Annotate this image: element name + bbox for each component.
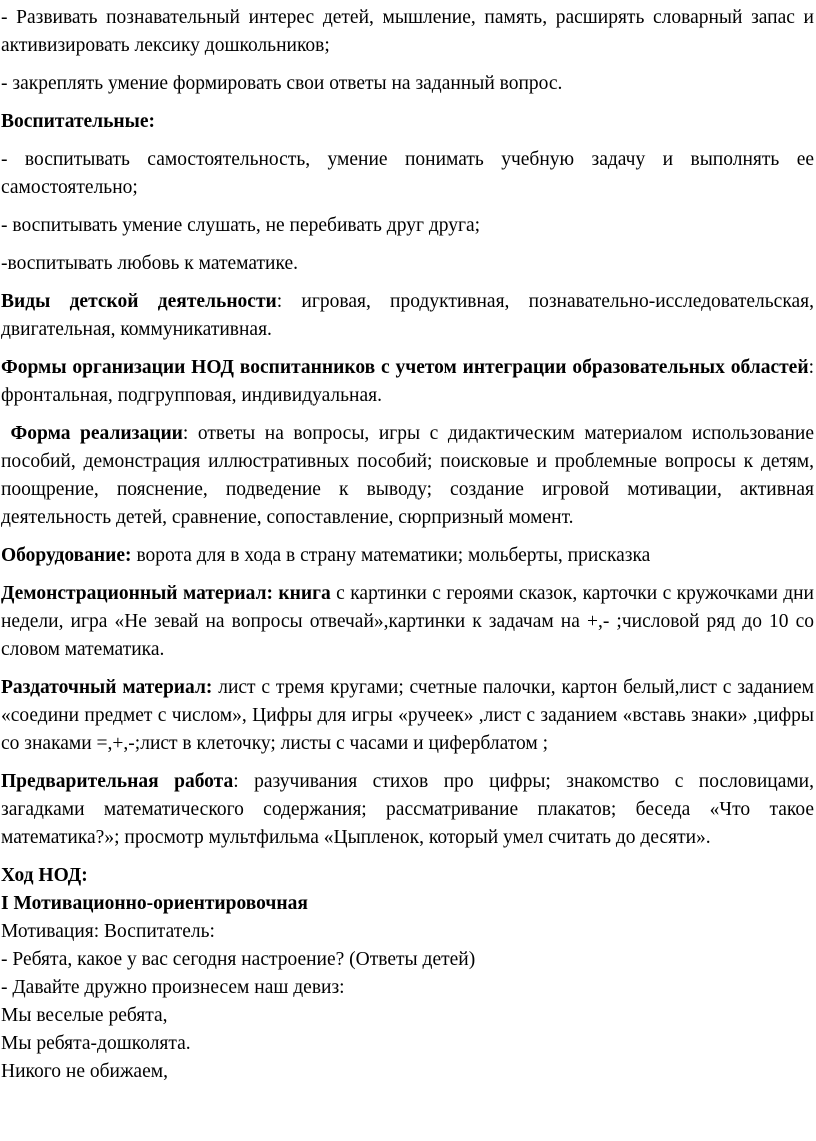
implementation-form-label: Форма реализации	[10, 423, 183, 444]
goal-cognitive: - Развивать познавательный интерес детей, мышление, память, расширять словарный запас и активизировать лексику дошкольников;	[1, 7, 814, 56]
equipment-label: Оборудование:	[1, 545, 132, 566]
heading-educational: Воспитательные:	[1, 111, 156, 132]
demo-material-text: с картинки с героями сказок, карточки с кружочками дни недели, игра «Не зевай на вопросы отвечай»,картинки к задачам на +,- ;числовой ряд до 10 со словом математика.	[1, 583, 814, 660]
goal-love-math: -воспитывать любовь к математике.	[1, 253, 299, 274]
equipment-text: ворота для в хода в страну математики; мольберты, присказка	[131, 545, 651, 566]
script-line-3: - Давайте дружно произнесем наш девиз:	[1, 977, 345, 998]
equipment	[0, 542, 816, 570]
preliminary-work-label: Предварительная работа	[1, 771, 234, 792]
demo-material-label: Демонстрационный материал: книга	[1, 583, 331, 604]
script-line-5: Мы ребята-дошколята.	[1, 1033, 191, 1054]
preliminary-work	[0, 768, 816, 852]
activity-types-label: Виды детской деятельности	[1, 291, 277, 312]
handout-material-text: лист с тремя кругами; счетные палочки, картон белый,лист с заданием «соедини предмет с числом», Цифры для игры «ручеек» ,лист с заданием «вставь знаки» ,цифры со знаками =,+,-;лист в клеточку; листы с часами и циферблатом ;	[1, 677, 814, 754]
goal-listening: - воспитывать умение слушать, не перебивать друг друга;	[1, 215, 481, 236]
heading-lesson-progress: Ход НОД:	[1, 865, 88, 886]
preliminary-work-text: : разучивания стихов про цифры; знакомство с пословицами, загадками математического содержания; рассматривание плакатов; беседа «Что такое математика?»; просмотр мультфильма «Цыпленок, который умел считать до десяти».	[1, 771, 814, 848]
handout-material-label: Раздаточный материал:	[1, 677, 213, 698]
organization-forms-label: Формы организации НОД воспитанников с учетом интеграции образовательных областей	[1, 357, 809, 378]
script-line-6: Никого не обижаем,	[1, 1061, 168, 1082]
heading-stage-1: I Мотивационно-ориентировочная	[1, 893, 308, 914]
script-line-1: Мотивация: Воспитатель:	[1, 921, 215, 942]
activity-types	[0, 288, 816, 344]
demo-material	[0, 580, 816, 664]
organization-forms-text: : фронтальная, подгрупповая, индивидуальная.	[1, 357, 814, 406]
script-line-2: - Ребята, какое у вас сегодня настроение? (Ответы детей)	[1, 949, 476, 970]
goal-independence: - воспитывать самостоятельность, умение понимать учебную задачу и выполнять ее самостоятельно;	[1, 149, 814, 198]
goal-answers: - закреплять умение формировать свои ответы на заданный вопрос.	[1, 73, 563, 94]
script-line-4: Мы веселые ребята,	[1, 1005, 168, 1026]
implementation-form-text: : ответы на вопросы, игры с дидактическим материалом использование пособий, демонстрация иллюстративных пособий; поисковые и проблемные вопросы к детям, поощрение, пояснение, подведение к выводу; создание игровой мотивации, активная деятельность детей, сравнение, сопоставление, сюрпризный момент.	[1, 423, 815, 528]
activity-types-text: : игровая, продуктивная, познавательно-исследовательская, двигательная, коммуникативная.	[1, 291, 814, 340]
handout-material	[0, 674, 816, 758]
organization-forms	[0, 354, 816, 410]
implementation-form	[0, 420, 816, 532]
